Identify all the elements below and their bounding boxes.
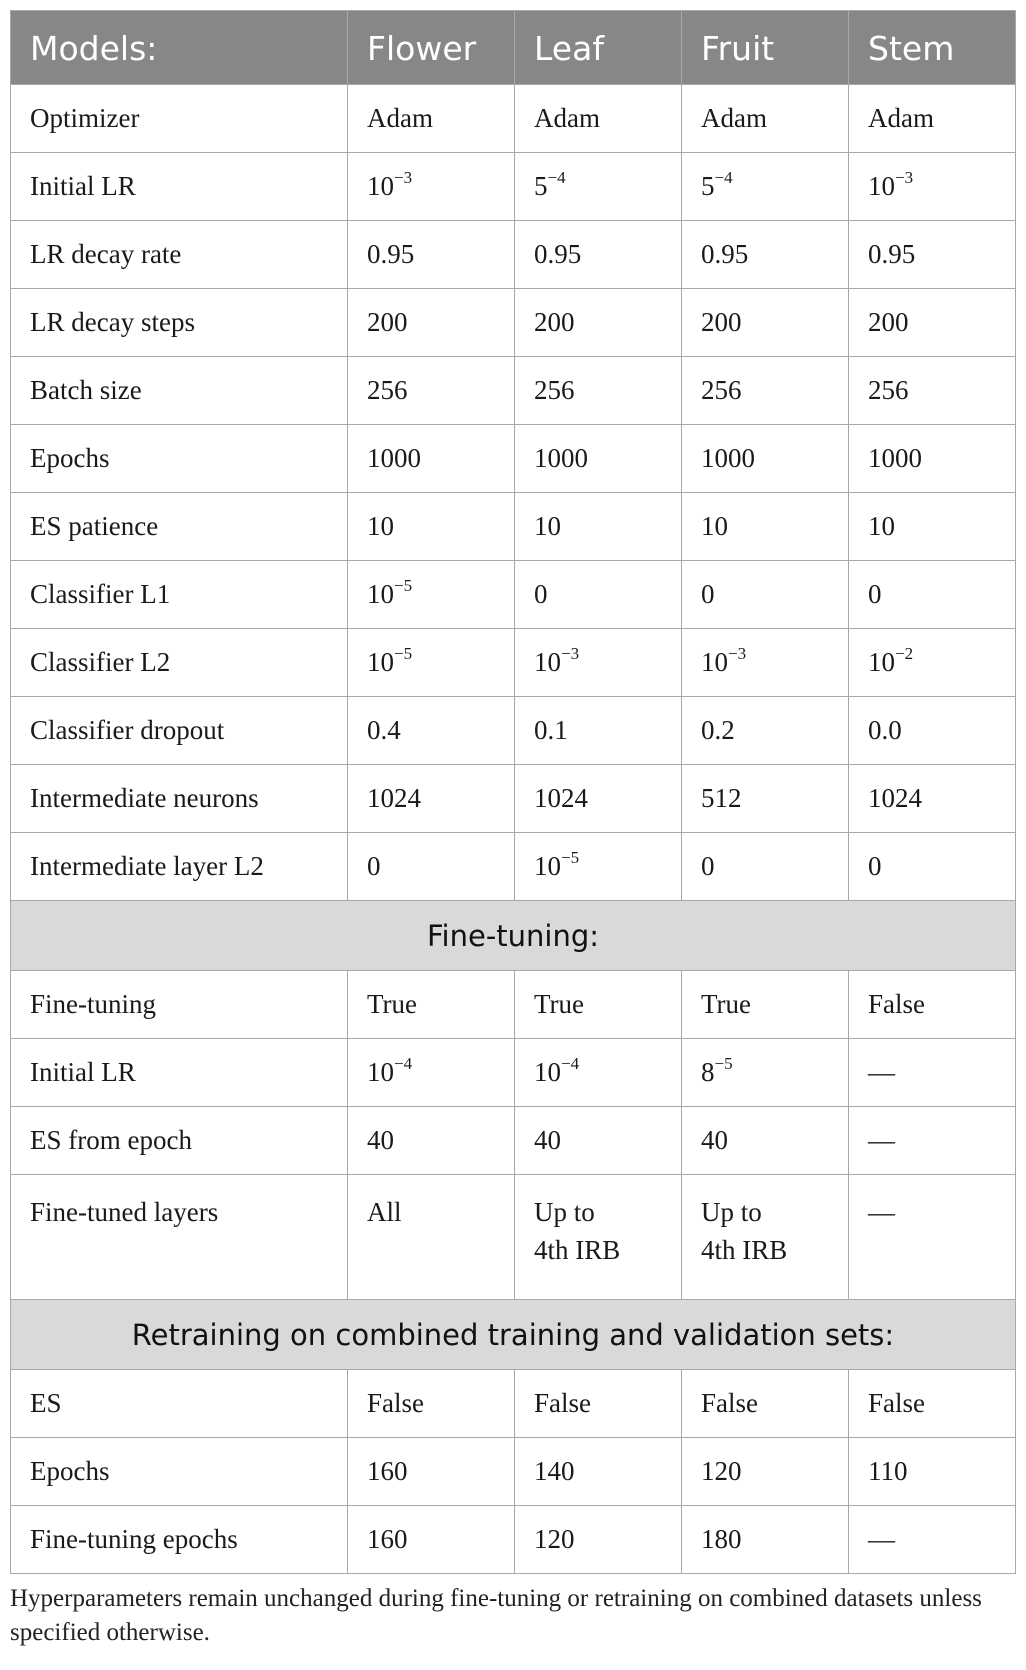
table-row <box>11 153 1016 221</box>
cell-value: 10 <box>367 1057 394 1087</box>
section-row <box>11 901 1016 971</box>
cell-value: Up to <box>534 1197 595 1227</box>
table-cell <box>348 697 515 765</box>
table-row <box>11 425 1016 493</box>
cell-value: 256 <box>701 375 742 405</box>
table-row <box>11 85 1016 153</box>
cell-value-line2: 4th IRB <box>534 1235 621 1265</box>
row-label: Fine-tuning <box>11 971 348 1039</box>
cell-value: 40 <box>367 1125 394 1155</box>
cell-value: 10 <box>868 171 895 201</box>
row-label: Epochs <box>11 1438 348 1506</box>
cell-value: 0 <box>868 851 882 881</box>
table-cell <box>348 153 515 221</box>
table-cell <box>515 425 682 493</box>
cell-value: 256 <box>367 375 408 405</box>
table-cell <box>348 971 515 1039</box>
table-cell <box>682 85 849 153</box>
cell-value: Adam <box>534 103 600 133</box>
cell-value: — <box>868 1057 895 1087</box>
table-cell <box>515 765 682 833</box>
cell-value: 1024 <box>367 783 421 813</box>
table-cell <box>348 1039 515 1107</box>
row-label: Intermediate layer L2 <box>11 833 348 901</box>
section-row <box>11 1300 1016 1370</box>
cell-exponent: −5 <box>561 848 580 867</box>
row-label: Classifier L2 <box>11 629 348 697</box>
table-cell <box>682 425 849 493</box>
table-row <box>11 493 1016 561</box>
table-cell <box>515 153 682 221</box>
cell-value: True <box>534 989 585 1019</box>
table-cell <box>515 833 682 901</box>
row-label: ES <box>11 1370 348 1438</box>
cell-value: 10 <box>701 511 728 541</box>
cell-value: 1024 <box>534 783 588 813</box>
cell-value: 200 <box>367 307 408 337</box>
cell-value: 10 <box>701 647 728 677</box>
table-row <box>11 1175 1016 1300</box>
table-cell <box>682 765 849 833</box>
cell-exponent: −5 <box>394 644 413 663</box>
cell-value: Up to <box>701 1197 762 1227</box>
table-cell <box>515 1506 682 1574</box>
section-title-retrain: Retraining on combined training and validation sets: <box>11 1300 1016 1370</box>
table-row <box>11 1370 1016 1438</box>
table-cell <box>682 971 849 1039</box>
table-cell <box>849 765 1016 833</box>
cell-value: 0.2 <box>701 715 735 745</box>
cell-exponent: −3 <box>394 168 413 187</box>
header-leaf: Leaf <box>515 11 682 85</box>
row-label: LR decay rate <box>11 221 348 289</box>
table-row <box>11 1107 1016 1175</box>
cell-value: 0.95 <box>367 239 415 269</box>
table-cell <box>515 629 682 697</box>
cell-value: — <box>868 1125 895 1155</box>
cell-value: 10 <box>534 1057 561 1087</box>
table-cell <box>515 1039 682 1107</box>
row-label: ES from epoch <box>11 1107 348 1175</box>
table-cell <box>515 493 682 561</box>
table-cell <box>348 1107 515 1175</box>
table-cell <box>348 493 515 561</box>
table-cell <box>849 1039 1016 1107</box>
row-label: Intermediate neurons <box>11 765 348 833</box>
table-cell <box>849 1107 1016 1175</box>
table-cell <box>515 1175 682 1300</box>
cell-value: 120 <box>534 1524 575 1554</box>
cell-value: 0 <box>367 851 381 881</box>
cell-value-line2: 4th IRB <box>701 1235 788 1265</box>
table-row <box>11 357 1016 425</box>
cell-value: 0.95 <box>868 239 916 269</box>
table-cell <box>849 153 1016 221</box>
finetune-rows <box>11 971 1016 1175</box>
cell-value: 8 <box>701 1057 715 1087</box>
cell-value: 200 <box>534 307 575 337</box>
table-cell <box>682 493 849 561</box>
row-label: Optimizer <box>11 85 348 153</box>
table-cell <box>682 697 849 765</box>
table-cell <box>849 85 1016 153</box>
cell-value: 200 <box>701 307 742 337</box>
retrain-section <box>11 1300 1016 1370</box>
row-label: Classifier L1 <box>11 561 348 629</box>
cell-value: False <box>868 1388 925 1418</box>
cell-value: 1000 <box>868 443 922 473</box>
table-cell <box>348 833 515 901</box>
cell-value: 10 <box>534 647 561 677</box>
cell-value: 110 <box>868 1456 908 1486</box>
cell-value: Adam <box>701 103 767 133</box>
cell-value: 10 <box>868 511 895 541</box>
cell-exponent: −4 <box>561 1054 580 1073</box>
table-cell <box>849 971 1016 1039</box>
cell-value: True <box>367 989 418 1019</box>
table-cell <box>348 85 515 153</box>
cell-value: True <box>701 989 752 1019</box>
cell-value: False <box>868 989 925 1019</box>
table-cell <box>849 221 1016 289</box>
table-cell <box>682 1107 849 1175</box>
section-title-finetune: Fine-tuning: <box>11 901 1016 971</box>
row-label: Epochs <box>11 425 348 493</box>
table-cell <box>849 289 1016 357</box>
retrain-rows <box>11 1370 1016 1574</box>
table-cell <box>515 289 682 357</box>
cell-value: 200 <box>868 307 909 337</box>
table-cell <box>348 1506 515 1574</box>
table-cell <box>348 765 515 833</box>
finetune-section <box>11 901 1016 971</box>
table-cell <box>515 357 682 425</box>
row-label: Initial LR <box>11 153 348 221</box>
header-row <box>11 11 1016 85</box>
cell-value: — <box>868 1524 895 1554</box>
cell-value: — <box>868 1197 895 1227</box>
cell-value: 180 <box>701 1524 742 1554</box>
cell-value: 10 <box>367 511 394 541</box>
table-cell <box>682 833 849 901</box>
table-cell <box>682 561 849 629</box>
header-flower: Flower <box>348 11 515 85</box>
cell-value: 0.95 <box>534 239 582 269</box>
cell-exponent: −4 <box>714 168 733 187</box>
cell-exponent: −2 <box>895 644 914 663</box>
table-cell <box>682 221 849 289</box>
table-cell <box>682 357 849 425</box>
table-cell <box>515 1107 682 1175</box>
cell-value: 1024 <box>868 783 922 813</box>
table-cell <box>515 561 682 629</box>
cell-exponent: −4 <box>394 1054 413 1073</box>
table-cell <box>849 1370 1016 1438</box>
row-label: Fine-tuning epochs <box>11 1506 348 1574</box>
cell-value: Adam <box>367 103 433 133</box>
cell-value: 40 <box>701 1125 728 1155</box>
cell-value: 1000 <box>701 443 755 473</box>
table-row <box>11 221 1016 289</box>
table-cell <box>849 357 1016 425</box>
cell-value: 10 <box>367 579 394 609</box>
table-cell <box>682 1438 849 1506</box>
cell-value: False <box>534 1388 591 1418</box>
cell-value: 5 <box>534 171 548 201</box>
table-row <box>11 833 1016 901</box>
table-cell <box>849 561 1016 629</box>
cell-value: 160 <box>367 1524 408 1554</box>
table-row <box>11 561 1016 629</box>
table-cell <box>849 425 1016 493</box>
cell-value: 0.0 <box>868 715 902 745</box>
finetuned-layers-rows <box>11 1175 1016 1300</box>
row-label: Initial LR <box>11 1039 348 1107</box>
cell-exponent: −4 <box>547 168 566 187</box>
cell-value: 1000 <box>534 443 588 473</box>
table-row <box>11 697 1016 765</box>
row-label: Batch size <box>11 357 348 425</box>
cell-value: 10 <box>868 647 895 677</box>
cell-exponent: −3 <box>561 644 580 663</box>
cell-value: Adam <box>868 103 934 133</box>
table-cell <box>348 561 515 629</box>
table-cell <box>849 833 1016 901</box>
table-row <box>11 971 1016 1039</box>
table-row <box>11 1039 1016 1107</box>
header-stem: Stem <box>849 11 1016 85</box>
cell-value: False <box>367 1388 424 1418</box>
table-cell <box>348 1370 515 1438</box>
table-cell <box>348 289 515 357</box>
table-cell <box>682 289 849 357</box>
header-models: Models: <box>11 11 348 85</box>
table-cell <box>682 629 849 697</box>
table-cell <box>849 493 1016 561</box>
table-row <box>11 765 1016 833</box>
cell-value: 120 <box>701 1456 742 1486</box>
table-cell <box>682 153 849 221</box>
cell-value: 0 <box>868 579 882 609</box>
cell-value: 0 <box>701 579 715 609</box>
table-cell <box>515 971 682 1039</box>
table-cell <box>682 1506 849 1574</box>
table-cell <box>348 1175 515 1300</box>
table-row <box>11 1438 1016 1506</box>
cell-value: 1000 <box>367 443 421 473</box>
cell-value: 10 <box>367 171 394 201</box>
cell-value: 10 <box>367 647 394 677</box>
hyperparameter-table-container <box>10 10 1015 1650</box>
cell-exponent: −3 <box>895 168 914 187</box>
hyperparameter-table <box>10 10 1016 1574</box>
table-cell <box>348 425 515 493</box>
table-row <box>11 1506 1016 1574</box>
cell-value: 10 <box>534 511 561 541</box>
table-cell <box>849 1175 1016 1300</box>
row-label: Fine-tuned layers <box>11 1175 348 1300</box>
table-cell <box>682 1039 849 1107</box>
cell-exponent: −5 <box>714 1054 733 1073</box>
cell-value: 0.1 <box>534 715 568 745</box>
table-cell <box>515 697 682 765</box>
table-footnote: Hyperparameters remain unchanged during fine-tuning or retraining on combined datasets unless specified otherwise. <box>10 1585 982 1646</box>
cell-exponent: −3 <box>728 644 747 663</box>
table-cell <box>849 1506 1016 1574</box>
row-label: LR decay steps <box>11 289 348 357</box>
cell-value: 0 <box>701 851 715 881</box>
cell-value: 40 <box>534 1125 561 1155</box>
table-cell <box>849 629 1016 697</box>
cell-value: 140 <box>534 1456 575 1486</box>
table-cell <box>515 1370 682 1438</box>
table-cell <box>348 357 515 425</box>
table-cell <box>348 221 515 289</box>
table-cell <box>682 1175 849 1300</box>
cell-value: 0 <box>534 579 548 609</box>
cell-value: 512 <box>701 783 742 813</box>
table-cell <box>849 697 1016 765</box>
cell-exponent: −5 <box>394 576 413 595</box>
cell-value: 0.95 <box>701 239 749 269</box>
cell-value: 5 <box>701 171 715 201</box>
table-cell <box>515 1438 682 1506</box>
main-rows <box>11 85 1016 901</box>
cell-value: 160 <box>367 1456 408 1486</box>
cell-value: False <box>701 1388 758 1418</box>
table-cell <box>849 1438 1016 1506</box>
table-cell <box>515 221 682 289</box>
table-cell <box>682 1370 849 1438</box>
cell-value: 256 <box>534 375 575 405</box>
row-label: Classifier dropout <box>11 697 348 765</box>
cell-value: 10 <box>534 851 561 881</box>
table-cell <box>515 85 682 153</box>
table-row <box>11 629 1016 697</box>
table-cell <box>348 1438 515 1506</box>
table-row <box>11 289 1016 357</box>
table-cell <box>348 629 515 697</box>
row-label: ES patience <box>11 493 348 561</box>
cell-value: 0.4 <box>367 715 401 745</box>
header-fruit: Fruit <box>682 11 849 85</box>
cell-value: All <box>367 1197 402 1227</box>
cell-value: 256 <box>868 375 909 405</box>
